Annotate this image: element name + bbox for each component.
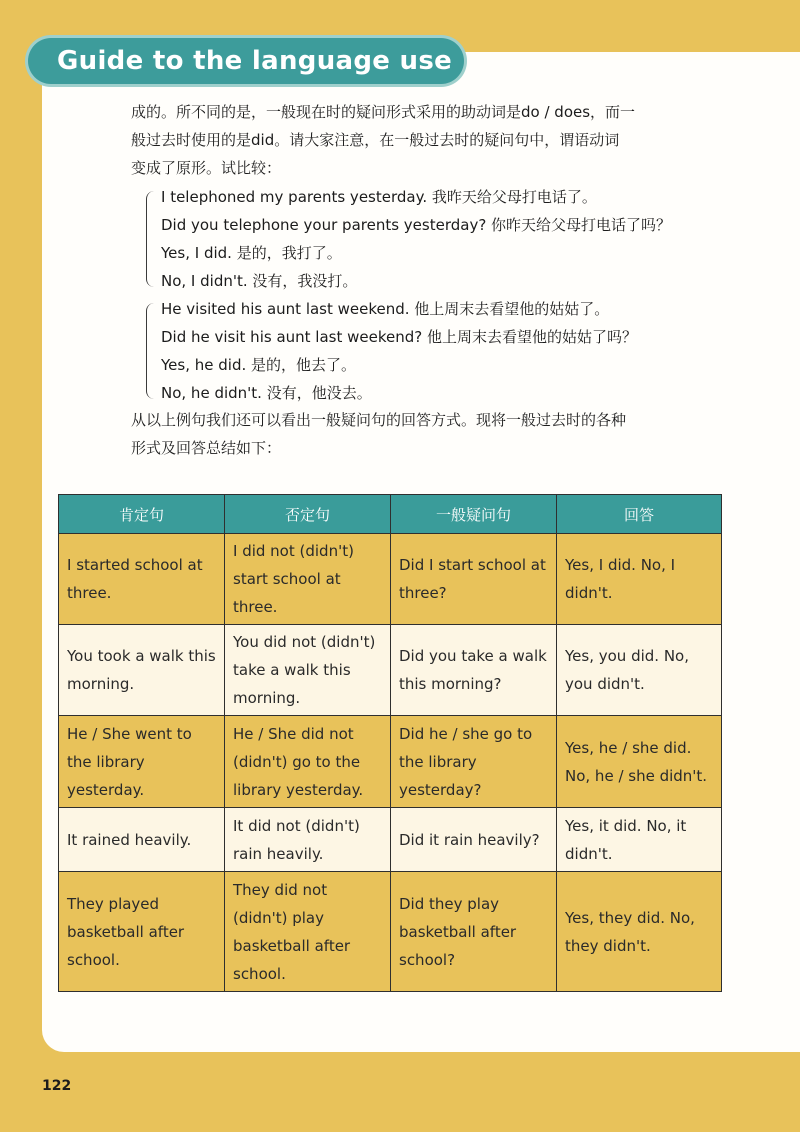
table-cell: They played basketball after school. [59, 872, 225, 992]
example-sentence: No, I didn't. 没有，我没打。 [161, 272, 358, 290]
intro-line: 变成了原形。试比较： [131, 159, 282, 177]
header-answer: 回答 [557, 495, 722, 534]
example-sentence: Did you telephone your parents yesterday? 你昨天给父母打电话了吗？ [161, 216, 672, 234]
table-cell: Yes, he / she did. No, he / she didn't. [557, 716, 722, 808]
table-cell: Yes, it did. No, it didn't. [557, 808, 722, 872]
table-cell: It did not (didn't) rain heavily. [225, 808, 391, 872]
section-title: Guide to the language use [57, 46, 453, 76]
example-sentence: No, he didn't. 没有，他没去。 [161, 384, 372, 402]
past-tense-summary-table [58, 494, 722, 992]
table-cell: Did you take a walk this morning? [391, 625, 557, 716]
brace-mark [146, 303, 155, 399]
example-sentence: Yes, I did. 是的，我打了。 [161, 244, 342, 262]
table-cell: Did they play basketball after school? [391, 872, 557, 992]
table-cell: They did not (didn't) play basketball after school. [225, 872, 391, 992]
table-cell: Yes, you did. No, you didn't. [557, 625, 722, 716]
table-cell: It rained heavily. [59, 808, 225, 872]
example-sentence: Did he visit his aunt last weekend? 他上周末去看望他的姑姑了吗？ [161, 328, 637, 346]
table-cell: I did not (didn't) start school at three. [225, 534, 391, 625]
intro-line: 成的。所不同的是，一般现在时的疑问形式采用的助动词是do / does，而一 [131, 103, 636, 121]
table-row [59, 716, 722, 808]
table-header-row [59, 495, 722, 534]
example-sentence: I telephoned my parents yesterday. 我昨天给父母打电话了。 [161, 188, 597, 206]
table-cell: Did it rain heavily? [391, 808, 557, 872]
table-row [59, 534, 722, 625]
table-cell: He / She did not (didn't) go to the library yesterday. [225, 716, 391, 808]
brace-mark [146, 191, 155, 287]
header-question: 一般疑问句 [391, 495, 557, 534]
table-cell: He / She went to the library yesterday. [59, 716, 225, 808]
table-cell: Did he / she go to the library yesterday? [391, 716, 557, 808]
page-number: 122 [42, 1078, 72, 1094]
intro-paragraph [131, 98, 691, 182]
table-cell: Yes, they did. No, they didn't. [557, 872, 722, 992]
table-cell: I started school at three. [59, 534, 225, 625]
header-affirmative: 肯定句 [59, 495, 225, 534]
table-cell: Did I start school at three? [391, 534, 557, 625]
summary-line: 从以上例句我们还可以看出一般疑问句的回答方式。现将一般过去时的各种 [131, 411, 627, 429]
table-cell: You did not (didn't) take a walk this morning. [225, 625, 391, 716]
table-row [59, 808, 722, 872]
table-row [59, 625, 722, 716]
header-negative: 否定句 [225, 495, 391, 534]
example-sentence: Yes, he did. 是的，他去了。 [161, 356, 357, 374]
table-cell: You took a walk this morning. [59, 625, 225, 716]
table-cell: Yes, I did. No, I didn't. [557, 534, 722, 625]
example-sentence: He visited his aunt last weekend. 他上周末去看望他的姑姑了。 [161, 300, 610, 318]
intro-line: 般过去时使用的是did。请大家注意，在一般过去时的疑问句中，谓语动词 [131, 131, 620, 149]
summary-line: 形式及回答总结如下： [131, 439, 282, 457]
table-row [59, 872, 722, 992]
summary-paragraph [131, 406, 691, 462]
